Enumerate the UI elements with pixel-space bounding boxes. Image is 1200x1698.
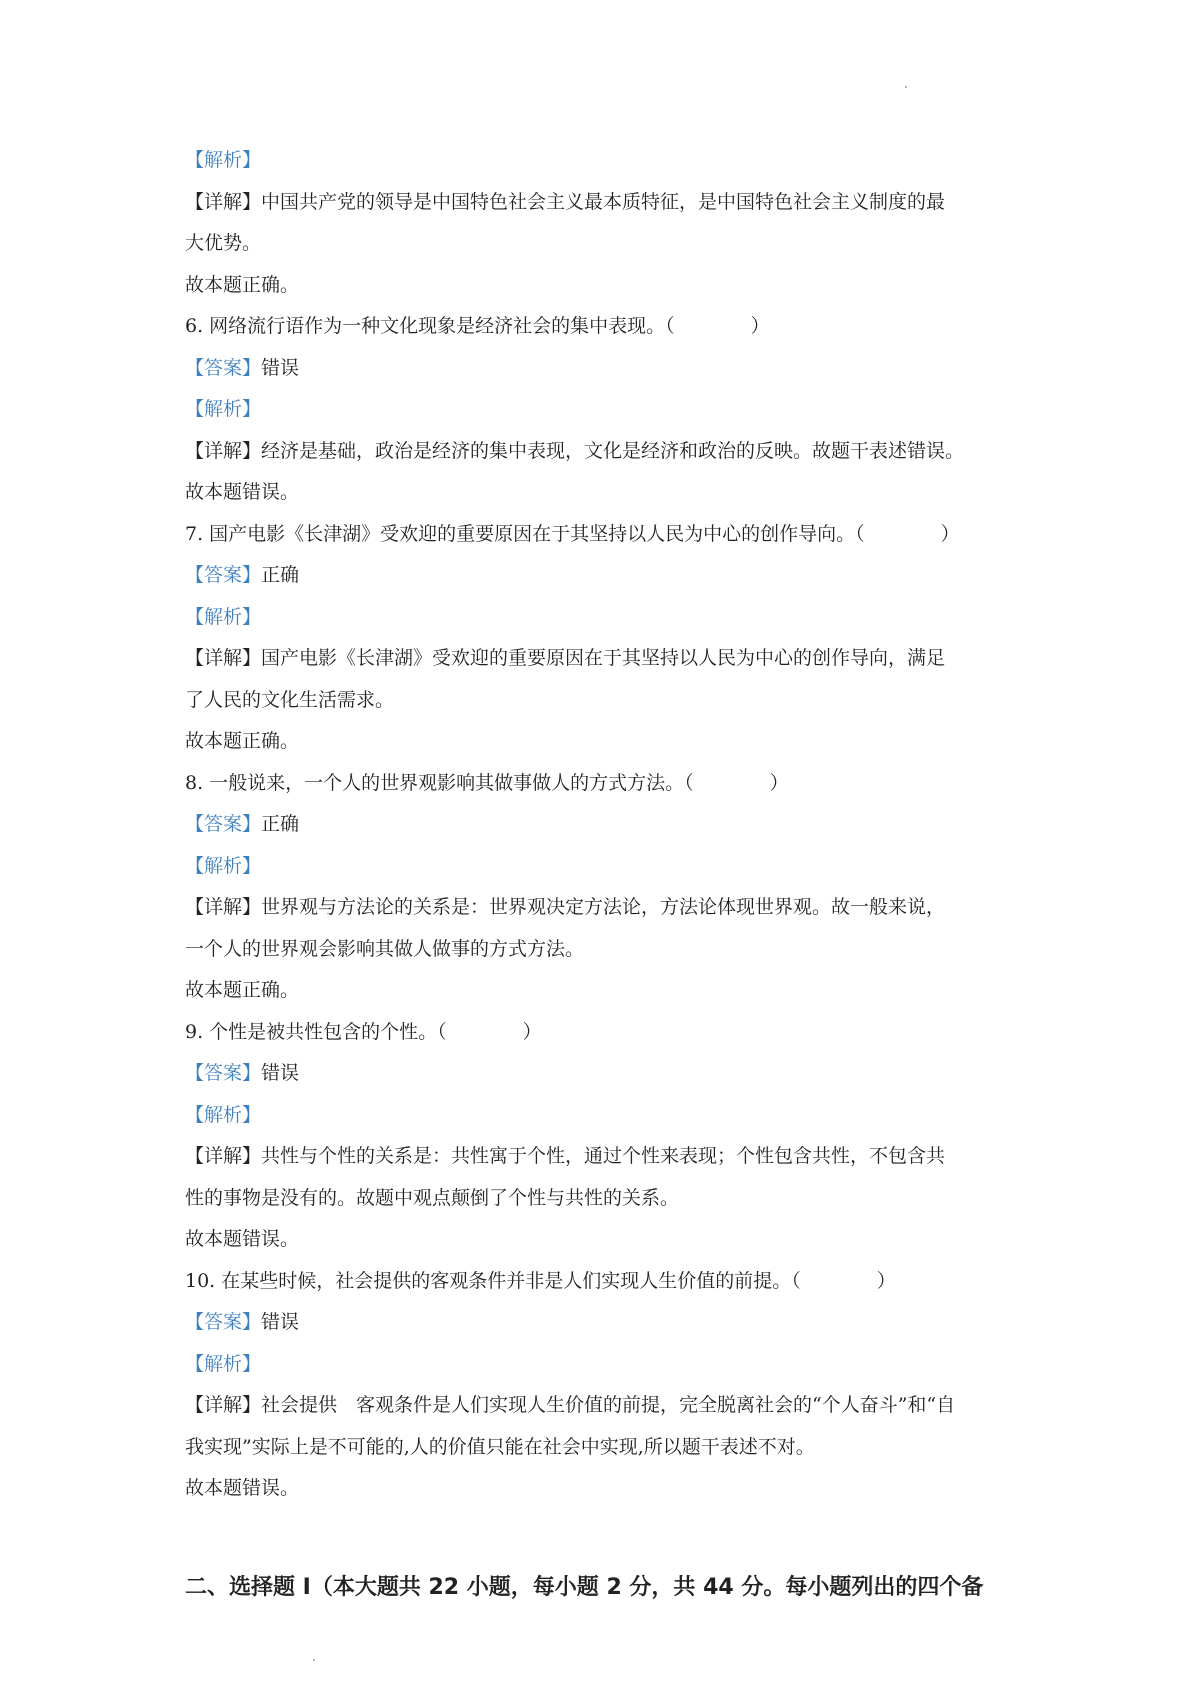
text-line bbox=[185, 389, 1035, 431]
label-tag: 【答案】 bbox=[185, 356, 262, 379]
line-text: 了人民的文化生活需求。 bbox=[185, 688, 395, 711]
text-line bbox=[185, 804, 1035, 846]
text-line bbox=[185, 1178, 1035, 1220]
text-line bbox=[185, 763, 1035, 805]
text-line bbox=[185, 1427, 1035, 1469]
line-text: 大优势。 bbox=[185, 232, 262, 254]
line-text: 9. 个性是被共性包含的个性。（ ） bbox=[185, 1020, 542, 1043]
line-text: 7. 国产电影《长津湖》受欢迎的重要原因在于其坚持以人民为中心的创作导向。（ ） bbox=[185, 522, 960, 545]
label-tag: 【解析】 bbox=[185, 149, 262, 171]
line-text: 故本题错误。 bbox=[185, 1477, 300, 1499]
label-tag: 【解析】 bbox=[185, 1103, 262, 1126]
text-line bbox=[185, 140, 1035, 182]
line-text: 6. 网络流行语作为一种文化现象是经济社会的集中表现。（ ） bbox=[185, 315, 770, 337]
line-text: 【详解】社会提供 客观条件是人们实现人生价值的前提，完全脱离社会的“个人奋斗”和“自 bbox=[185, 1394, 956, 1416]
text-line bbox=[185, 1468, 1035, 1510]
label-tag: 【解析】 bbox=[185, 605, 262, 628]
text-line bbox=[185, 1261, 1035, 1303]
text-line bbox=[185, 182, 1035, 224]
text-line bbox=[185, 1095, 1035, 1137]
text-line bbox=[185, 1136, 1035, 1178]
line-text: 一个人的世界观会影响其做人做事的方式方法。 bbox=[185, 937, 585, 960]
text-line bbox=[185, 1302, 1035, 1344]
line-text: 【详解】世界观与方法论的关系是：世界观决定方法论，方法论体现世界观。故一般来说， bbox=[185, 896, 946, 918]
line-text: 正确 bbox=[261, 813, 300, 835]
label-tag: 【答案】 bbox=[185, 813, 262, 835]
text-line bbox=[185, 472, 1035, 514]
line-text: 故本题正确。 bbox=[185, 979, 300, 1001]
text-line bbox=[185, 1344, 1035, 1386]
line-text: 正确 bbox=[261, 564, 300, 586]
line-text: 【详解】中国共产党的领导是中国特色社会主义最本质特征，是中国特色社会主义制度的最 bbox=[185, 190, 946, 213]
text-line bbox=[185, 929, 1035, 971]
label-tag: 【解析】 bbox=[185, 854, 262, 877]
text-line bbox=[185, 638, 1035, 680]
text-line bbox=[185, 970, 1035, 1012]
text-line bbox=[185, 1012, 1035, 1054]
text-line bbox=[185, 1053, 1035, 1095]
text-line bbox=[185, 680, 1035, 722]
label-tag: 【解析】 bbox=[185, 398, 262, 420]
line-text: 故本题错误。 bbox=[185, 481, 300, 503]
scan-speck bbox=[313, 1659, 315, 1661]
text-line bbox=[185, 1219, 1035, 1261]
line-text: 8. 一般说来，一个人的世界观影响其做事做人的方式方法。（ ） bbox=[185, 771, 789, 794]
text-line bbox=[185, 431, 1035, 473]
text-line bbox=[185, 223, 1035, 265]
text-line bbox=[185, 887, 1035, 929]
scan-speck bbox=[905, 86, 907, 88]
line-text: 我实现”实际上是不可能的,人的价值只能在社会中实现,所以题干表述不对。 bbox=[185, 1435, 815, 1458]
text-line bbox=[185, 846, 1035, 888]
line-text: 【详解】经济是基础，政治是经济的集中表现，文化是经济和政治的反映。故题干表述错误。 bbox=[185, 439, 965, 462]
text-line bbox=[185, 306, 1035, 348]
text-line bbox=[185, 514, 1035, 556]
line-text: 【详解】国产电影《长津湖》受欢迎的重要原因在于其坚持以人民为中心的创作导向，满足 bbox=[185, 647, 946, 669]
text-line bbox=[185, 1385, 1035, 1427]
line-text: 故本题正确。 bbox=[185, 730, 300, 752]
section-heading: 二、选择题 I（本大题共 22 小题，每小题 2 分，共 44 分。每小题列出的四个备 bbox=[185, 1575, 984, 1600]
line-text: 错误 bbox=[261, 1311, 300, 1333]
label-tag: 【解析】 bbox=[185, 1352, 262, 1375]
text-line bbox=[185, 597, 1035, 639]
line-text: 错误 bbox=[261, 1062, 300, 1084]
line-text: 【详解】共性与个性的关系是：共性寓于个性，通过个性来表现；个性包含共性，不包含共 bbox=[185, 1145, 946, 1167]
line-text: 性的事物是没有的。故题中观点颠倒了个性与共性的关系。 bbox=[185, 1186, 680, 1209]
line-text: 错误 bbox=[261, 356, 300, 379]
label-tag: 【答案】 bbox=[185, 1062, 262, 1084]
text-line bbox=[185, 348, 1035, 390]
text-line bbox=[185, 721, 1035, 763]
line-text: 故本题正确。 bbox=[185, 273, 300, 296]
text-line bbox=[185, 555, 1035, 597]
text-line bbox=[185, 265, 1035, 307]
line-text: 10. 在某些时候，社会提供的客观条件并非是人们实现人生价值的前提。（ ） bbox=[185, 1269, 896, 1292]
label-tag: 【答案】 bbox=[185, 564, 262, 586]
answer-content bbox=[185, 140, 1035, 1510]
line-text: 故本题错误。 bbox=[185, 1228, 300, 1250]
label-tag: 【答案】 bbox=[185, 1311, 262, 1333]
